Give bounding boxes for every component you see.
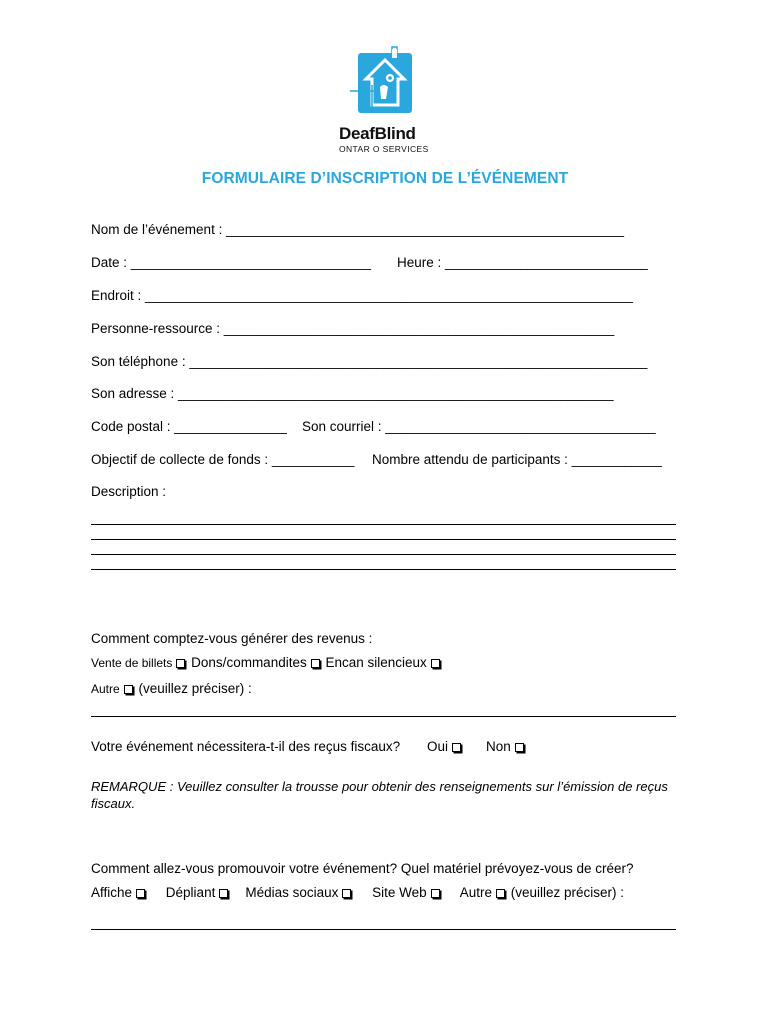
logo — [350, 45, 414, 117]
checkbox[interactable] — [431, 659, 440, 668]
logo-subtitle: ONTAR O SERVICES — [339, 144, 429, 154]
checkbox[interactable] — [515, 743, 524, 752]
adresse-field[interactable]: Son adresse : __________________________________________________________ — [91, 386, 614, 401]
courriel-field[interactable]: Son courriel : ____________________________________ — [302, 419, 656, 434]
description-line[interactable] — [91, 569, 676, 570]
telephone-field[interactable]: Son téléphone : _____________________________________________________________ — [91, 354, 648, 369]
other-hint: (veuillez préciser) : — [138, 681, 252, 696]
date-field[interactable]: Date : ________________________________ — [91, 255, 372, 270]
checkbox[interactable] — [452, 743, 461, 752]
receipts-no — [486, 739, 526, 755]
option-label: Médias sociaux — [245, 885, 339, 900]
option-label: Vente de billets — [91, 656, 173, 670]
receipts-yes — [427, 739, 463, 755]
checkbox[interactable] — [496, 889, 505, 898]
receipts-question: Votre événement nécessitera-t-il des reçus fiscaux? — [91, 739, 401, 754]
promotion-options — [91, 885, 624, 901]
option-label: Oui — [427, 739, 449, 754]
promotion-other-line[interactable] — [91, 929, 676, 930]
checkbox[interactable] — [176, 659, 185, 668]
description-line[interactable] — [91, 539, 676, 540]
option-label: Dons/commandites — [191, 655, 307, 670]
personne-field[interactable]: Personne-ressource : ____________________________________________________ — [91, 321, 615, 336]
option-label: Site Web — [372, 885, 427, 900]
option-label: Affiche — [91, 885, 133, 900]
checkbox[interactable] — [311, 659, 320, 668]
heure-field[interactable]: Heure : ___________________________ — [397, 255, 648, 270]
checkbox[interactable] — [342, 889, 351, 898]
option-label: Dépliant — [165, 885, 216, 900]
code-postal-field[interactable]: Code postal : _______________ — [91, 419, 287, 434]
note: REMARQUE : Veuillez consulter la trousse pour obtenir des renseignements sur l’émission de reçus fiscaux. — [91, 779, 668, 811]
revenue-question: Comment comptez-vous générer des revenus : — [91, 631, 373, 646]
promotion-question: Comment allez-vous promouvoir votre événement? Quel matériel prévoyez-vous de créer? — [91, 861, 634, 876]
nombre-field[interactable]: Nombre attendu de participants : ____________ — [372, 452, 662, 467]
checkbox[interactable] — [124, 685, 133, 694]
description-line[interactable] — [91, 524, 676, 525]
option-label: Autre — [459, 885, 492, 900]
description-line[interactable] — [91, 554, 676, 555]
option-label: Non — [486, 739, 511, 754]
description-label: Description : — [91, 484, 167, 499]
deafblind-logo-icon — [350, 45, 414, 117]
checkbox[interactable] — [136, 889, 145, 898]
revenue-options — [91, 655, 442, 671]
checkbox[interactable] — [431, 889, 440, 898]
option-label: Autre — [91, 682, 120, 696]
revenue-other — [91, 681, 252, 697]
page-title: FORMULAIRE D’INSCRIPTION DE L’ÉVÉNEMENT — [201, 170, 569, 187]
endroit-field[interactable]: Endroit : _________________________________________________________________ — [91, 288, 634, 303]
other-hint: (veuillez préciser) : — [510, 885, 625, 900]
checkbox[interactable] — [219, 889, 228, 898]
logo-name: DeafBlind — [339, 124, 416, 143]
revenue-other-line[interactable] — [91, 716, 676, 717]
event-name-field[interactable]: Nom de l’événement : _____________________________________________________ — [91, 222, 624, 237]
objectif-field[interactable]: Objectif de collecte de fonds : ___________ — [91, 452, 355, 467]
option-label: Encan silencieux — [325, 655, 427, 670]
